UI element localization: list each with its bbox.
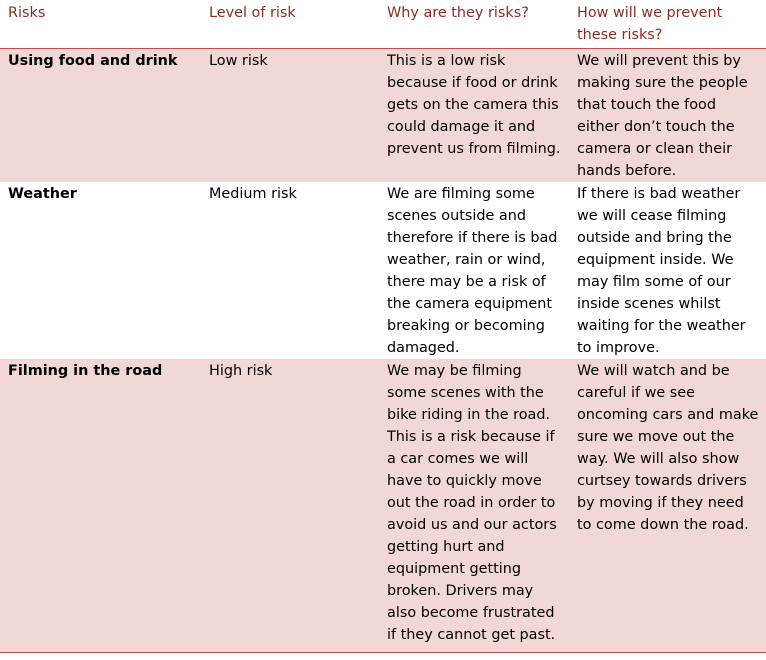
risk-name-cell: Weather bbox=[0, 182, 201, 359]
header-risks: Risks bbox=[0, 0, 201, 49]
risk-prevention-cell: If there is bad weather we will cease filming outside and bring the equipment inside. We may film some of our inside scenes whilst waiting for the weather to improve. bbox=[569, 182, 766, 359]
risk-name-cell: Using food and drink bbox=[0, 49, 201, 183]
table-row bbox=[0, 359, 766, 652]
header-how-prevent: How will we prevent these risks? bbox=[569, 0, 766, 49]
table-body bbox=[0, 49, 766, 653]
header-why-risks: Why are they risks? bbox=[379, 0, 569, 49]
table-row bbox=[0, 49, 766, 183]
risk-level-cell: High risk bbox=[201, 359, 379, 652]
risk-prevention-cell: We will watch and be careful if we see oncoming cars and make sure we move out the way. We will also show curtsey towards drivers by moving if they need to come down the road. bbox=[569, 359, 766, 652]
risk-prevention-cell: We will prevent this by making sure the people that touch the food either don’t touch the camera or clean their hands before. bbox=[569, 49, 766, 183]
risk-level-cell: Medium risk bbox=[201, 182, 379, 359]
risk-reason-cell: We are filming some scenes outside and therefore if there is bad weather, rain or wind, there may be a risk of the camera equipment breaking or becoming damaged. bbox=[379, 182, 569, 359]
risk-reason-cell: We may be filming some scenes with the bike riding in the road. This is a risk because if a car comes we will have to quickly move out the road in order to avoid us and our actors getting hurt and equipment getting broken. Drivers may also become frustrated if they cannot get past. bbox=[379, 359, 569, 652]
risk-level-cell: Low risk bbox=[201, 49, 379, 183]
table-header bbox=[0, 0, 766, 49]
risk-name-cell: Filming in the road bbox=[0, 359, 201, 652]
header-level-of-risk: Level of risk bbox=[201, 0, 379, 49]
table-row bbox=[0, 182, 766, 359]
risk-reason-cell: This is a low risk because if food or drink gets on the camera this could damage it and prevent us from filming. bbox=[379, 49, 569, 183]
header-row bbox=[0, 0, 766, 49]
